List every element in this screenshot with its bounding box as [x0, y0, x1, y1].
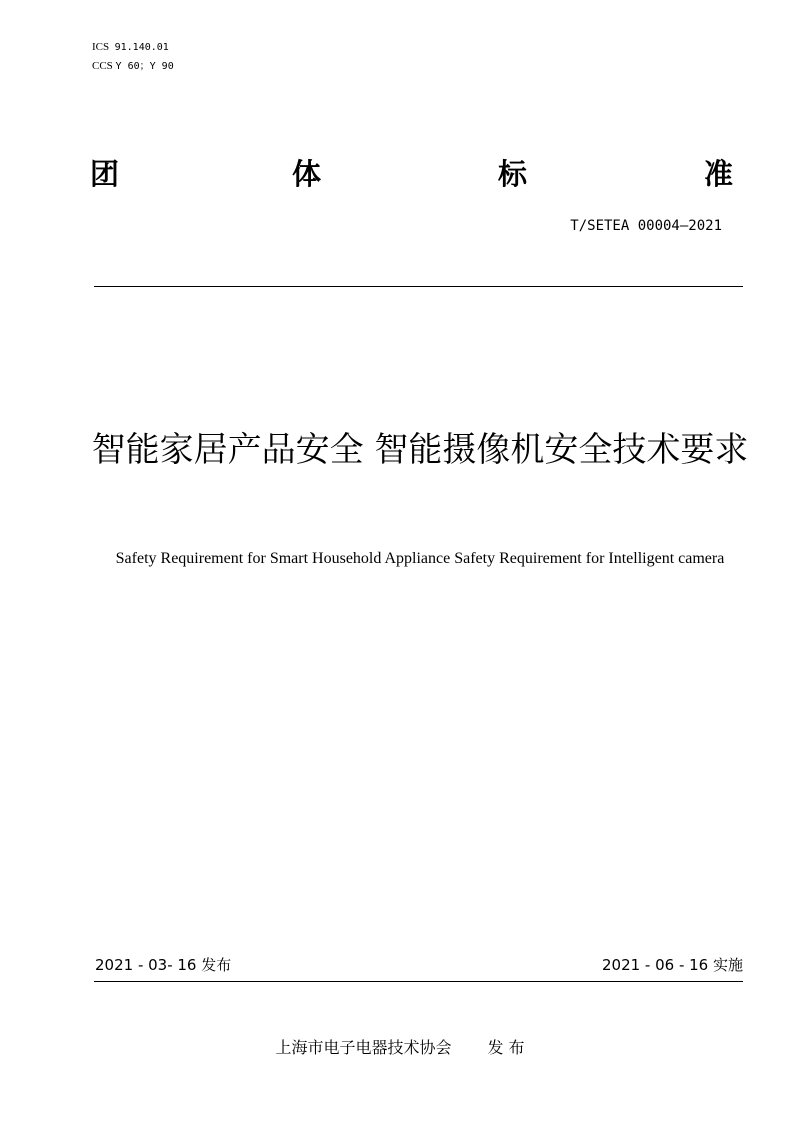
- issue-date: 2021 - 03- 16 发布: [95, 956, 232, 974]
- publish-action: 发 布: [487, 1038, 525, 1057]
- ics-label: ICS: [92, 41, 110, 53]
- ics-code: [92, 38, 174, 57]
- ics-value: 91.140.01: [114, 42, 169, 53]
- heading-char-2: 体: [292, 157, 322, 191]
- heading-char-3: 标: [498, 157, 528, 191]
- publisher-line: [0, 1035, 800, 1058]
- classification-codes: [92, 38, 174, 76]
- ccs-label: CCS: [92, 60, 113, 72]
- heading-char-1: 团: [90, 157, 120, 191]
- ccs-value: Y 60；Y 90: [115, 61, 174, 72]
- implementation-date: 2021 - 06 - 16 实施: [601, 956, 743, 974]
- header-divider: [94, 286, 743, 287]
- publisher-name: 上海市电子电器技术协会: [275, 1038, 452, 1057]
- heading-char-4: 准: [704, 157, 734, 191]
- footer-divider: [94, 981, 743, 982]
- document-title-english: Safety Requirement for Smart Household Appliance Safety Requirement for Intelligent camera: [115, 550, 725, 567]
- document-title-chinese: 智能家居产品安全 智能摄像机安全技术要求: [91, 430, 749, 470]
- ccs-code: [92, 57, 174, 76]
- standard-number: T/SETEA 00004—2021: [570, 218, 722, 234]
